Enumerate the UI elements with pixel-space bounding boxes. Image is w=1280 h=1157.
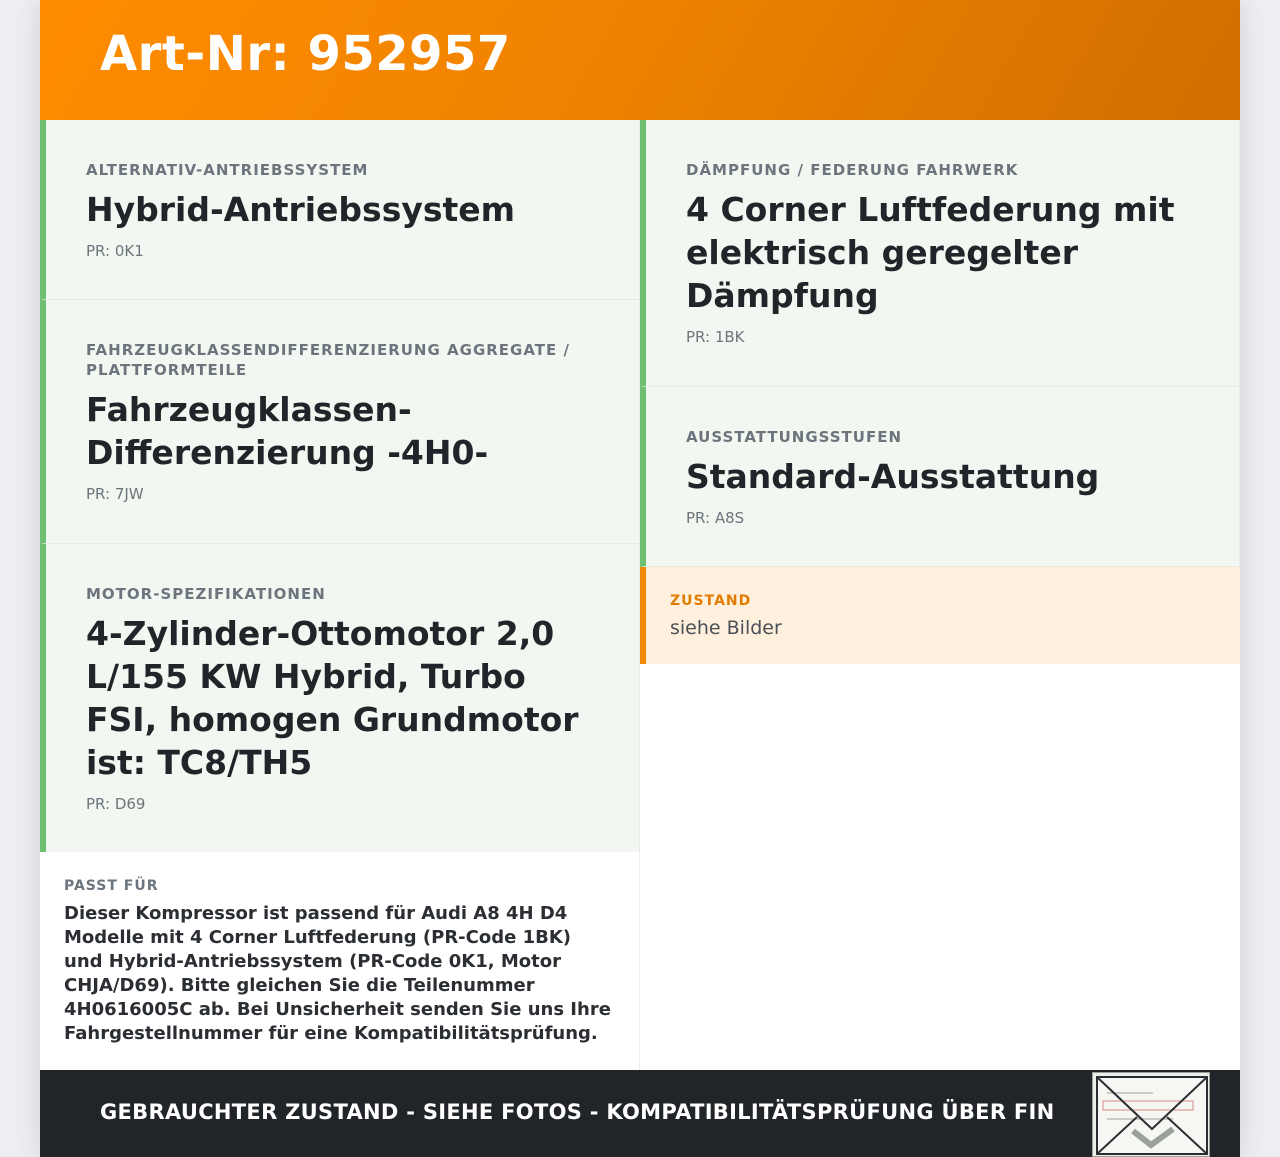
condition-value: siehe Bilder xyxy=(670,617,782,639)
header-banner xyxy=(40,0,1240,120)
condition-label: ZUSTAND xyxy=(670,593,752,609)
spec-pr-code: PR: A8S xyxy=(686,509,745,527)
spec-value: 4 Corner Luftfederung mit elektrisch geregelter Dämpfung xyxy=(686,190,1175,315)
spec-card-motor xyxy=(40,544,640,853)
specs-column-left xyxy=(40,120,640,853)
spec-pr-code: PR: D69 xyxy=(86,795,146,813)
compatibility-label: PASST FÜR xyxy=(64,878,159,894)
spec-card-ausstattung xyxy=(640,387,1240,567)
spec-label: FAHRZEUGKLASSENDIFFERENZIERUNG AGGREGATE / PLATTFORMTEILE xyxy=(86,341,570,379)
label-photo-thumbnail[interactable] xyxy=(1092,1072,1210,1157)
compatibility-text: Dieser Kompressor ist passend für Audi A8 4H D4 Modelle mit 4 Corner Luftfederung (PR-Code 1BK) und Hybrid-Antriebssystem (PR-Code 0K1, Motor CHJA/D69). Bitte gleichen Sie die Teilenummer 4H0616005C ab. Bei Unsicherheit senden Sie uns Ihre Fahrgestellnummer für eine Kompatibilitätsprüfung. xyxy=(64,903,611,1044)
spec-pr-code: PR: 0K1 xyxy=(86,242,144,260)
spec-pr-code: PR: 7JW xyxy=(86,485,144,503)
spec-label: AUSSTATTUNGSSTUFEN xyxy=(686,428,903,446)
envelope-photo-icon xyxy=(1093,1073,1210,1157)
spec-pr-code: PR: 1BK xyxy=(686,328,745,346)
product-sheet xyxy=(40,0,1240,1157)
article-number-title: Art-Nr: 952957 xyxy=(100,26,511,82)
specs-column-right xyxy=(640,120,1240,664)
spec-value: Fahrzeugklassen-Differenzierung -4H0- xyxy=(86,390,489,472)
spec-label: DÄMPFUNG / FEDERUNG FAHRWERK xyxy=(686,161,1019,179)
spec-value: 4-Zylinder-Ottomotor 2,0 L/155 KW Hybrid, Turbo FSI, homogen Grundmotor ist: TC8/TH5 xyxy=(86,614,579,782)
spec-label: MOTOR-SPEZIFIKATIONEN xyxy=(86,585,326,603)
spec-value: Hybrid-Antriebssystem xyxy=(86,190,516,229)
condition-box xyxy=(640,567,1240,664)
spec-card-antrieb xyxy=(40,120,640,300)
compatibility-section xyxy=(40,852,640,1070)
spec-card-fahrzeugklasse xyxy=(40,300,640,544)
footer-text: GEBRAUCHTER ZUSTAND - SIEHE FOTOS - KOMPATIBILITÄTSPRÜFUNG ÜBER FIN xyxy=(100,1100,1055,1124)
spec-card-daempfung xyxy=(640,120,1240,387)
spec-value: Standard-Ausstattung xyxy=(686,457,1100,496)
footer-bar xyxy=(40,1070,1240,1157)
spec-label: ALTERNATIV-ANTRIEBSSYSTEM xyxy=(86,161,369,179)
